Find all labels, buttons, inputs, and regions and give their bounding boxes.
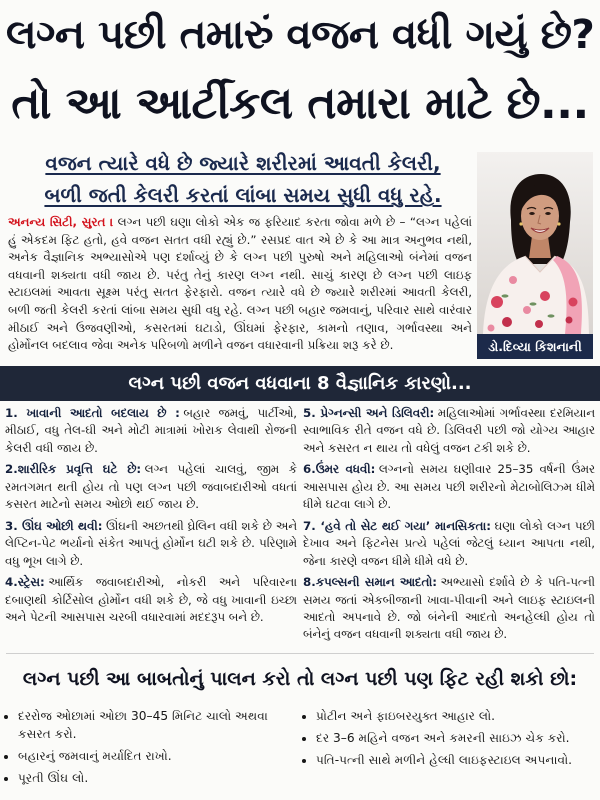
reason-text: લગ્નનો સમય ઘણીવાર 25–35 વર્ષની ઉંમર આસપાસ હોય છે. આ સમય પછી શરીરનો મેટાબોલિઝ્મ ધીમે ધીમે ઘટવા લાગે છે. xyxy=(303,462,595,512)
tips-heading: લગ્ન પછી આ બાબતોનું પાલન કરો તો લગ્ન પછી પણ ફિટ રહી શકો છો: xyxy=(22,668,578,690)
reason-heading: 5. પ્રેગ્નન્સી અને ડિલિવરી: xyxy=(303,406,435,420)
reason-item-7 xyxy=(303,518,595,570)
reason-text: આર્થિક જવાબદારીઓ, નોકરી અને પરિવારના દબાણથી કોર્ટિસોલ હોર્મોન વધી શકે છે, જે વધુ ખાવાની ઇચ્છા અને પેટની આસપાસ ચરબી વધારવામાં મદદરૂપ બને છે. xyxy=(5,575,297,624)
tip-item-2: • બહારનું જમવાનું મર્યાદિત રાખો. xyxy=(18,747,300,765)
tips-left-list xyxy=(4,707,300,795)
reason-text: બહાર જમવું, પાર્ટીઓ, મીઠાઈ, વધુ તેલ-ઘી અને મોટી માત્રામાં ખોરાક લેવાથી રોજની કેલરી વધી જાય છે. xyxy=(5,406,297,455)
tip-item-4: • પ્રોટીન અને ફાઇબરયુક્ત આહાર લો. xyxy=(316,707,596,725)
doctor-photo xyxy=(477,152,593,334)
tip-item-1: • દરરોજ ઓછામાં ઓછા 30–45 મિનિટ ચાલો અથવા કસરત કરો. xyxy=(18,707,300,743)
photo-flower xyxy=(491,296,503,308)
article-body xyxy=(8,214,472,362)
photo-flower xyxy=(540,291,550,301)
article-text: લગ્ન પછી ઘણા લોકો એક જ ફરિયાદ કરતા જોવા મળે છે – “લગ્ન પહેલાં હું એકદમ ફિટ હતો, હવે વજન સતત વધી રહ્યું છે.” રસપ્રદ વાત એ છે કે આ માત્ર અનુભવ નથી, અનેક વૈજ્ઞાનિક અભ્યાસોએ પણ દર્શાવ્યું છે કે લગ્ન પછી પુરુષો અને મહિલાઓ બંનેમાં વજન વધવાની શક્યતા વધી જાય છે. પરંતુ તેનું કારણ લગ્ન નથી. સાચું કારણ છે લગ્ન પછી લાઇફ સ્ટાઇલમાં આવતા સૂક્ષ્મ પરંતુ સતત ફેરફારો. વજન ત્યારે વધે છે જ્યારે શરીરમાં આવતી કેલરી, બળી જતી કેલરી કરતાં લાંબા સમય સુધી વધુ રહે. લગ્ન પછી બહાર જમવાનું, પરિવાર સાથે વારંવાર મીઠાઈ અને ઉજવણીઓ, કસરતમાં ઘટાડો, ઊંઘમાં ફેરફાર, કામનો તણાવ, ગર્ભાવસ્થા અને હોર્મોનલ બદલાવ જેવા અનેક પરિબળો મળીને વજન વધારવાની પ્રક્રિયા શરૂ કરે છે. xyxy=(8,215,472,353)
reason-text: ઊંઘની અછતથી ઘ્રેલિન વધી શકે છે અને લેપ્ટિન-પેટ ભર્યાનો સંકેત આપતું હોર્મોન ઘટી શકે છે. પરિણામે વધુ ભૂખ લાગે છે. xyxy=(5,518,297,568)
tip-item-6: • પતિ-પત્ની સાથે મળીને હેલ્ધી લાઇફસ્ટાઇલ અપનાવો. xyxy=(316,751,596,769)
reason-heading: 1. ખાવાની આદતો બદલાય છે : xyxy=(5,406,180,420)
reason-item-6 xyxy=(303,461,595,513)
photo-flower xyxy=(488,325,495,332)
reasons-left-column xyxy=(5,405,297,649)
tip-item-5: • દર 3–6 મહિને વજન અને કમરની સાઇઝ ચેક કરો. xyxy=(316,729,596,747)
headline-line-2: તો આ આર્ટીકલ તમારા માટે છે... xyxy=(11,78,589,129)
reason-item-5 xyxy=(303,405,595,457)
photo-flower xyxy=(569,298,578,307)
reason-item-3 xyxy=(5,518,297,570)
tips-right-list xyxy=(302,707,596,795)
subheadline xyxy=(12,148,474,214)
photo-left-earring xyxy=(519,222,522,225)
headline-line-1: લગ્ન પછી તમારું વજન વધી ગયું છે? xyxy=(6,10,594,58)
reason-item-2 xyxy=(5,461,297,513)
reason-text: અભ્યાસો દર્શાવે છે કે પતિ-પત્ની સમય જતાં એકબીજાની ખાવા-પીવાની અને લાઇફ સ્ટાઇલની આદતો અપનાવે છે. જો બંનેની આદતો અનહેલ્ધી હોય તો બંનેનું વજન વધવાની શક્યતા વધી જાય છે. xyxy=(303,575,595,642)
reason-heading: 8.કપલ્સની સમાન આદતો: xyxy=(303,575,437,590)
photo-flower xyxy=(502,317,512,327)
headline xyxy=(0,4,600,142)
photo-flower xyxy=(566,317,573,324)
photo-right-eye xyxy=(545,212,551,215)
reasons-heading-bar xyxy=(0,366,600,401)
subheadline-line-2: બળી જતી કેલરી કરતાં લાંબા સમય સુધી વધુ રહે. xyxy=(44,183,442,207)
reason-item-8 xyxy=(303,574,595,644)
reason-item-1 xyxy=(5,405,297,457)
section-divider xyxy=(6,653,594,654)
reason-heading: 7. ‘હવે તો સેટ થઈ ગયા’ માનસિકતા: xyxy=(303,518,491,533)
subheadline-line-1: વજન ત્યારે વધે છે જ્યારે શરીરમાં આવતી કેલરી, xyxy=(45,151,441,175)
photo-leaf xyxy=(502,294,509,297)
reason-heading: 3. ઊંઘ ઓછી થવી: xyxy=(5,518,103,533)
reason-text: મહિલાઓમાં ગર્ભાવસ્થા દરમિયાન સ્વાભાવિક રીતે વજન વધે છે. ડિલિવરી પછી જો યોગ્ય આહાર અને કસરત ન થાય તો વધેલું વજન ટકી શકે છે. xyxy=(303,406,595,455)
reason-heading: 4.સ્ટ્રેસ: xyxy=(5,575,45,590)
reason-text: લગ્ન પહેલાં ચાલવું, જીમ કે રમતગમત થતી હોય તો પણ લગ્ન પછી જવાબદારીઓ વધતાં કસરત માટેનો સમય ઓછો થઈ જાય છે. xyxy=(5,462,297,512)
reasons-heading: લગ્ન પછી વજન વધવાના 8 વૈજ્ઞાનિક કારણો... xyxy=(128,373,472,394)
photo-flower xyxy=(509,276,517,284)
photo-flower xyxy=(523,306,531,314)
tip-item-3: • પૂરતી ઊંઘ લો. xyxy=(18,769,300,787)
dateline: અનન્ય સિટી, સુરત । xyxy=(8,215,114,229)
photo-leaf xyxy=(530,302,537,305)
photo-left-eye xyxy=(529,212,535,215)
photo-leaf xyxy=(548,314,555,317)
photo-flower xyxy=(535,320,543,328)
photo-caption: ડો.દિવ્યા કિશનાની xyxy=(477,334,593,359)
reason-heading: 2.શારીરિક પ્રવૃત્તિ ઘટે છે: xyxy=(5,462,142,477)
reason-text: ઘણા લોકો લગ્ન પછી દેખાવ અને ફિટનેસ પ્રત્યે પહેલાં જેટલું ધ્યાન આપતા નથી, જેના કારણે વજન ધીમે ધીમે વધે છે. xyxy=(303,518,595,568)
reasons-right-column xyxy=(303,405,595,649)
reason-heading: 6.ઉંમર વધવી: xyxy=(303,462,376,477)
reason-item-4 xyxy=(5,574,297,626)
photo-right-earring xyxy=(557,222,560,225)
